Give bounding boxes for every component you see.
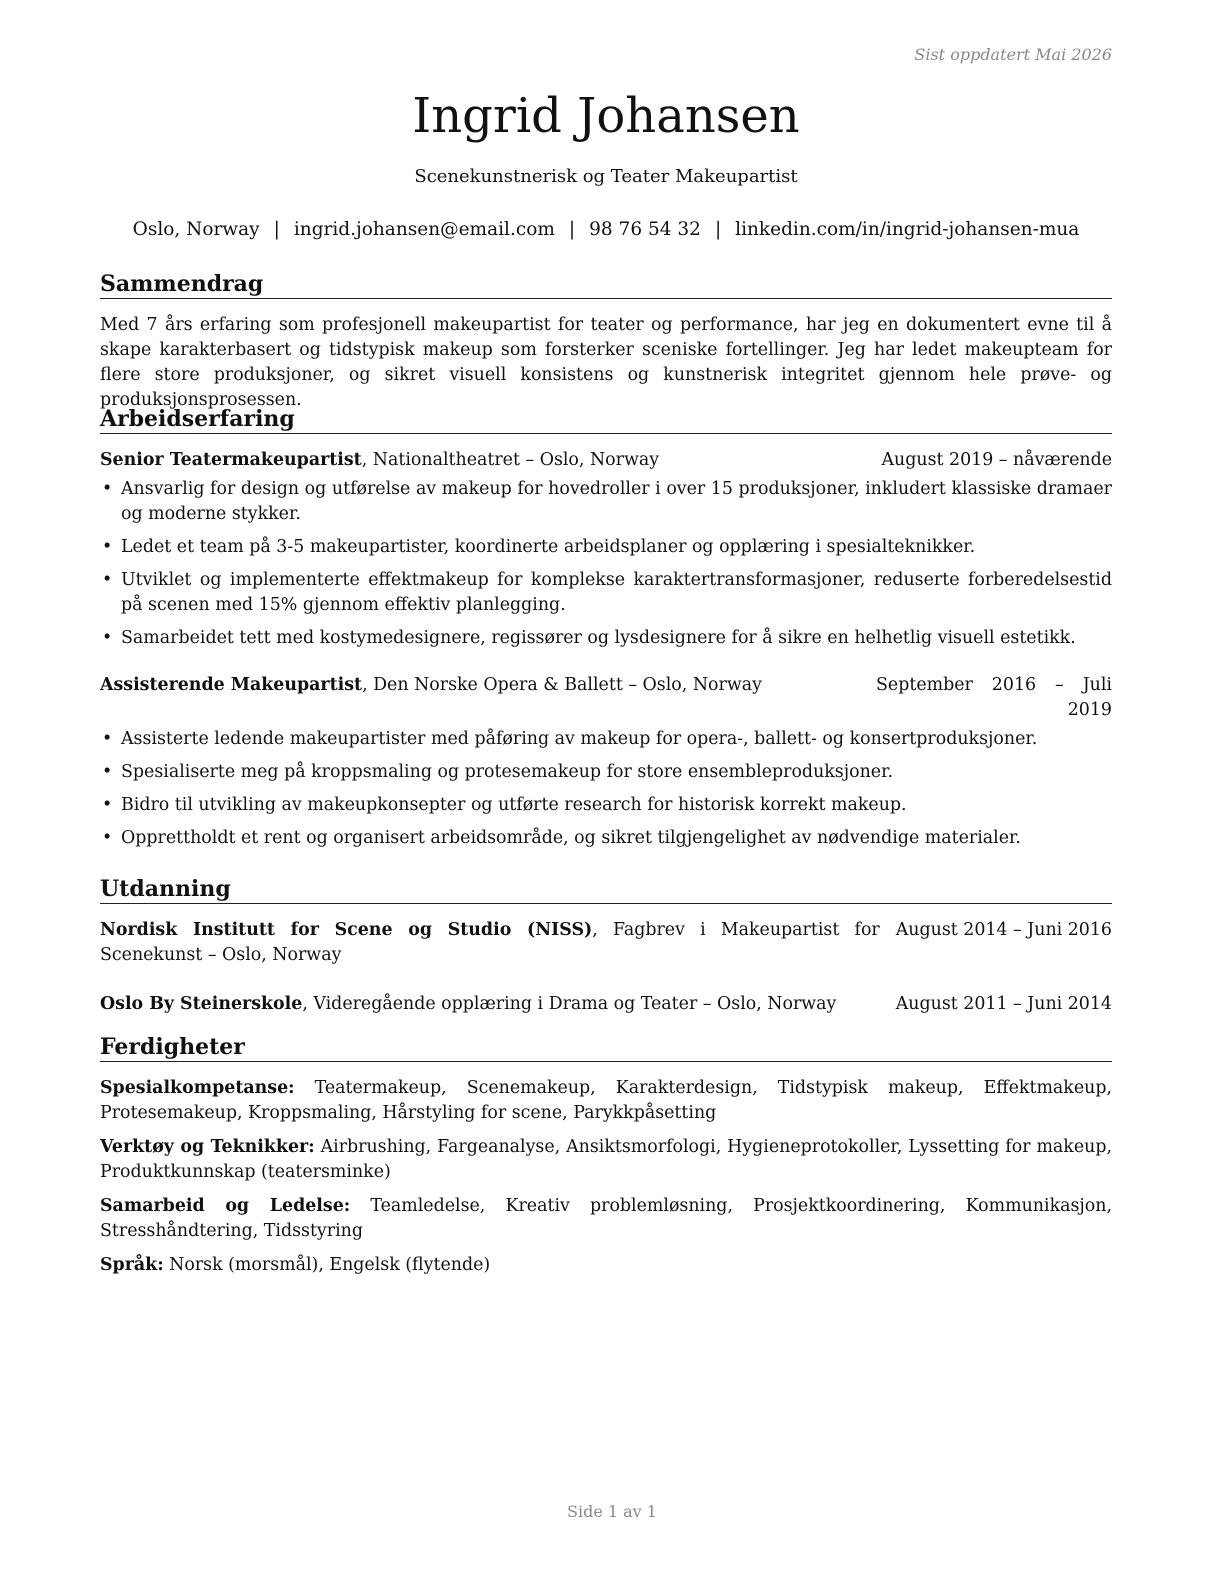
skill-row	[100, 1135, 1112, 1185]
skill-row	[100, 1253, 1112, 1278]
contact-separator: |	[714, 219, 722, 240]
job-entry	[100, 673, 1112, 851]
job-title-line	[100, 673, 876, 698]
skill-row	[100, 1194, 1112, 1244]
job-title-line	[100, 448, 881, 473]
job-header	[100, 673, 1112, 723]
skill-row	[100, 1076, 1112, 1126]
last-updated-note: Sist oppdatert Mai 2026	[914, 45, 1112, 64]
job-bullets	[100, 477, 1112, 651]
skill-value: Teamledelse, Kreativ problemløsning, Prosjektkoordinering, Kommunikasjon, Stresshåndtering, Tidsstyring	[100, 1196, 1112, 1241]
job-org: , Den Norske Opera & Ballett – Oslo, Norway	[362, 675, 762, 695]
bullet-text: Opprettholdt et rent og organisert arbeidsområde, og sikret tilgjengelighet av nødvendige materialer.	[121, 828, 1021, 848]
job-title: Scenekunstnerisk og Teater Makeupartist	[414, 166, 798, 187]
job-role: Senior Teatermakeupartist	[100, 450, 362, 470]
list-item	[100, 626, 1112, 651]
bullet-text: Ledet et team på 3-5 makeupartister, koordinerte arbeidsplaner og opplæring i spesialteknikker.	[121, 537, 976, 557]
bullet-icon: •	[102, 795, 113, 815]
contact-phone: 98 76 54 32	[589, 219, 701, 240]
page-number: Side 1 av 1	[567, 1502, 657, 1521]
job-org: , Nationaltheatret – Oslo, Norway	[361, 450, 660, 470]
education-title-line	[100, 992, 896, 1017]
education-title-line	[100, 918, 896, 968]
job-dates: September 2016 – Juli 2019	[876, 675, 1112, 720]
experience-section	[100, 405, 1112, 859]
skill-value: Airbrushing, Fargeanalyse, Ansiktsmorfologi, Hygieneprotokoller, Lyssetting for makeup, Produktkunnskap (teatersminke)	[100, 1137, 1112, 1182]
list-item	[100, 535, 1112, 560]
education-dates: August 2014 – Juni 2016	[895, 920, 1112, 940]
skills-section	[100, 1033, 1112, 1287]
contact-separator: |	[568, 219, 576, 240]
contact-line	[100, 219, 1112, 240]
skill-label: Verktøy og Teknikker:	[100, 1137, 315, 1157]
bullet-text: Assisterte ledende makeupartister med påføring av makeup for opera-, ballett- og konsertproduksjoner.	[121, 729, 1038, 749]
skill-label: Språk:	[100, 1255, 164, 1275]
contact-location: Oslo, Norway	[132, 219, 260, 240]
education-entry	[100, 918, 1112, 968]
contact-separator: |	[273, 219, 280, 240]
summary-text: Med 7 års erfaring som profesjonell makeupartist for teater og performance, har jeg en dokumentert evne til å skape karakterbasert og tidstypisk makeup som forsterker sceniske fortellinger. Jeg har ledet makeupteam for flere store produksjoner, og sikret visuell konsistens og kunstnerisk integritet gjennom hele prøve- og produksjonsprosessen.	[100, 315, 1112, 410]
bullet-icon: •	[102, 828, 113, 848]
section-heading: Utdanning	[100, 875, 1112, 904]
skill-value: Norsk (morsmål), Engelsk (flytende)	[163, 1255, 491, 1275]
education-dates: August 2011 – Juni 2014	[895, 994, 1112, 1014]
bullet-text: Bidro til utvikling av makeupkonsepter og utførte research for historisk korrekt makeup.	[121, 795, 907, 815]
section-heading: Ferdigheter	[100, 1033, 1112, 1062]
list-item	[100, 727, 1112, 752]
job-entry	[100, 448, 1112, 651]
skill-value: Teatermakeup, Scenemakeup, Karakterdesign, Tidstypisk makeup, Effektmakeup, Protesemakeup, Kroppsmaling, Hårstyling for scene, Parykkpåsetting	[100, 1078, 1112, 1123]
education-entry	[100, 992, 1112, 1017]
bullet-icon: •	[102, 628, 113, 648]
bullet-icon: •	[102, 479, 113, 499]
skill-label: Spesialkompetanse:	[100, 1078, 295, 1098]
education-detail: , Videregående opplæring i Drama og Teater – Oslo, Norway	[302, 994, 837, 1014]
school-name: Oslo By Steinerskole	[100, 994, 303, 1014]
list-item	[100, 760, 1112, 785]
education-section	[100, 875, 1112, 1017]
section-heading: Arbeidserfaring	[100, 405, 1112, 434]
bullet-icon: •	[102, 729, 113, 749]
list-item	[100, 568, 1112, 618]
list-item	[100, 793, 1112, 818]
candidate-name: Ingrid Johansen	[412, 88, 800, 144]
job-role: Assisterende Makeupartist	[100, 675, 363, 695]
bullet-icon: •	[102, 570, 113, 590]
list-item	[100, 477, 1112, 527]
skills-list	[100, 1076, 1112, 1278]
summary-section	[100, 270, 1112, 413]
resume-page	[100, 0, 1112, 1584]
bullet-text: Spesialiserte meg på kroppsmaling og protesemakeup for store ensembleproduksjoner.	[121, 762, 894, 782]
bullet-text: Utviklet og implementerte effektmakeup for komplekse karaktertransformasjoner, reduserte forberedelsestid på scenen med 15% gjennom effektiv planlegging.	[121, 570, 1112, 615]
list-item	[100, 826, 1112, 851]
school-name: Nordisk Institutt for Scene og Studio (NISS)	[100, 920, 593, 940]
contact-email[interactable]: ingrid.johansen@email.com	[293, 219, 555, 240]
section-heading: Sammendrag	[100, 270, 1112, 299]
job-dates: August 2019 – nåværende	[881, 450, 1112, 470]
bullet-icon: •	[102, 537, 113, 557]
bullet-text: Samarbeidet tett med kostymedesignere, regissører og lysdesignere for å sikre en helhetlig visuell estetikk.	[121, 628, 1076, 648]
bullet-icon: •	[102, 762, 113, 782]
skill-label: Samarbeid og Ledelse:	[100, 1196, 351, 1216]
education-detail: , Fagbrev i Makeupartist for Scenekunst – Oslo, Norway	[100, 920, 880, 965]
bullet-text: Ansvarlig for design og utførelse av makeup for hovedroller i over 15 produksjoner, inkludert klassiske dramaer og moderne stykker.	[121, 479, 1112, 524]
contact-linkedin[interactable]: linkedin.com/in/ingrid-johansen-mua	[735, 219, 1080, 240]
job-bullets	[100, 727, 1112, 851]
job-header	[100, 448, 1112, 473]
